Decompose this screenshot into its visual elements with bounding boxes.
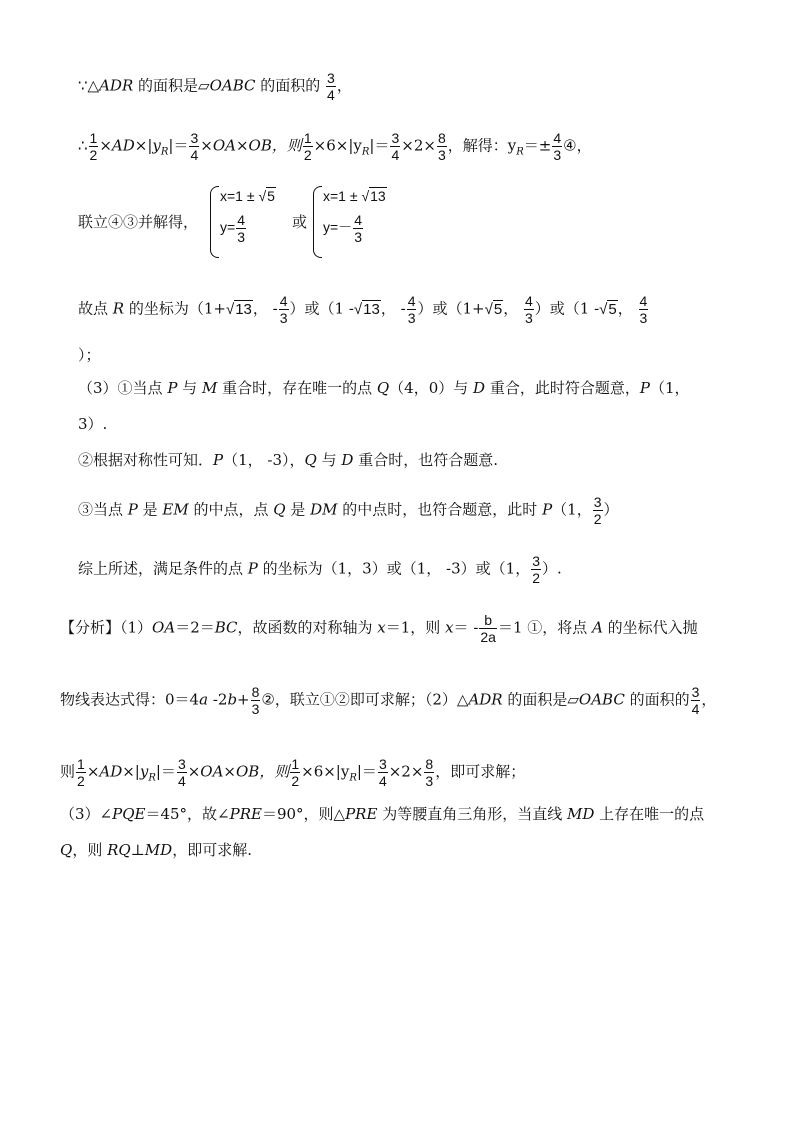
solution-line-2: ∴ $\frac{1}{2}$ $\times AD\times|y_R|=$ $\frac{3}{4}$ ×OA×OB，则 $\frac{1}{2}$ $\times 6\times|y_R|=$ $\frac{3}{4}$ ×2× $\frac{8}{3}$ ，解得：$y_R=\pm$ $\frac{4}{3}$ ④，	[78, 130, 592, 163]
solution-line-1	[78, 70, 352, 103]
solution-line-8: ②根据对称性可知．P（1， -3），Q 与 D 重合时，也符合题意.	[78, 451, 498, 469]
fraction: $\frac{8}{3}$	[437, 130, 446, 163]
fraction: $\frac{3}{4}$	[327, 70, 335, 103]
solution-line-5: ）；	[78, 346, 101, 364]
analysis-line-1: 【分析】（1）OA＝2＝BC，故函数的对称轴为 x＝1，则 x＝ - $\frac{b}{2a}$ ＝1 ①，将点 A 的坐标代入抛	[60, 612, 698, 645]
system-1: x=1 ± √5 y= $\frac{4}{3}$	[220, 188, 275, 245]
analysis-line-5: Q，则 RQ⊥MD，即可求解.	[60, 841, 252, 859]
text: ADR	[99, 76, 134, 95]
system-2: x=1 ± √13 y=－ $\frac{4}{3}$	[323, 188, 386, 245]
analysis-line-3: 则 $\frac{1}{2}$ $\times AD\times|y_R|=$ $\frac{3}{4}$ ×OA×OB，则 $\frac{1}{2}$ $\times 6\times|y_R|=$ $\frac{3}{4}$ ×2× $\frac{8}{3}$ ，即可求解；	[60, 756, 526, 789]
fraction: $\frac{3}{4}$	[391, 130, 400, 163]
solution-line-6: （3）①当点 P 与 M 重合时，存在唯一的点 Q（4，0）与 D 重合，此时符合题意，P（1，	[78, 379, 690, 397]
fraction: $\frac{4}{3}$	[553, 130, 562, 163]
text: OABC	[209, 76, 256, 95]
text: 的面积是▱	[133, 76, 210, 95]
or-text: 或	[292, 213, 308, 231]
solution-line-10: 综上所述，满足条件的点 P 的坐标为（1，3）或（1， -3）或（1， $\frac{3}{2}$ ）.	[78, 553, 562, 586]
text: ∵△	[78, 76, 100, 95]
solution-line-4: 故点 R 的坐标为（1+√13， - $\frac{4}{3}$ ）或（1 -√13， - $\frac{4}{3}$ ）或（1+√5， $\frac{4}{3}$ ）或（1 -√5， $\frac{4}{3}$	[78, 293, 648, 326]
analysis-line-4: （3）∠PQE＝45°，故∠PRE＝90°，则△PRE 为等腰直角三角形，当直线 MD 上存在唯一的点	[60, 805, 705, 823]
analysis-line-2: 物线表达式得：0＝4a -2b+ $\frac{8}{3}$ ②，联立①②即可求解；（2）△ADR 的面积是▱OABC 的面积的 $\frac{3}{4}$ ，	[60, 684, 717, 717]
solution-line-3: 联立④③并解得，	[78, 213, 199, 231]
left-brace	[210, 186, 219, 258]
solution-line-9: ③当点 P 是 EM 的中点，点 Q 是 DM 的中点时，也符合题意，此时 P（1， $\frac{3}{2}$ ）	[78, 494, 619, 527]
fraction: $\frac{1}{2}$	[89, 130, 98, 163]
left-brace	[313, 186, 322, 258]
text: 的面积的	[255, 76, 321, 95]
fraction: $\frac{3}{4}$	[190, 130, 199, 163]
solution-line-7: 3）.	[78, 415, 108, 433]
fraction: $\frac{1}{2}$	[303, 130, 312, 163]
text: ，	[336, 76, 352, 95]
